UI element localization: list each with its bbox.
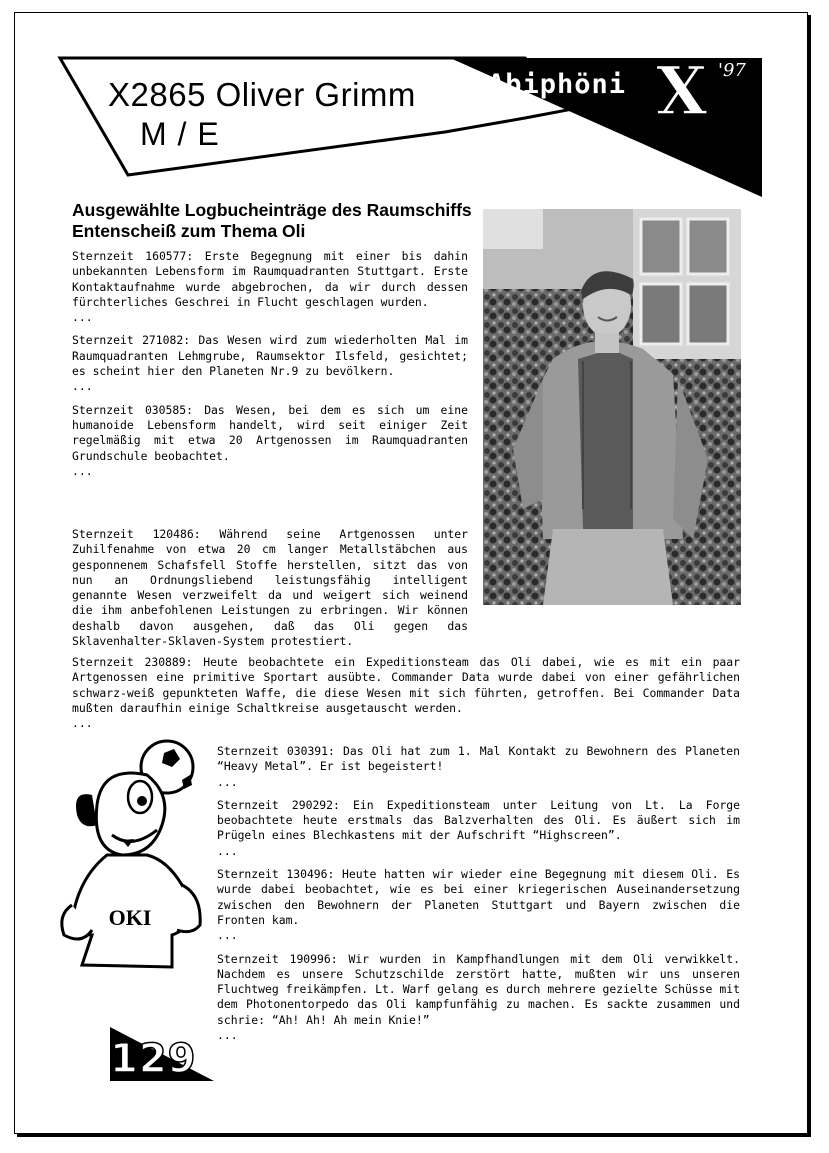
- log-entry: Sternzeit 030585: Das Wesen, bei dem es sich um eine humanoide Lebensform handelt, wird seit einiger Zeit regelmäßig mit etwa 20 Artgenossen im Raumquadranten Grundschule beobachtet.: [72, 402, 468, 463]
- log-entry: Sternzeit 230889: Heute beobachtete ein Expeditionsteam das Oli dabei, wie es mit ein paar Artgenossen eine primitive Sportart ausübte. Commander Data wurde dabei von einer gefährlichen schwarz-weiß gepunkteten Waffe, die diese Wesen mit sich führten, getroffen. Bei Commander Data mußten daraufhin einige Schaltkreise ausgetauscht werden.: [72, 655, 740, 715]
- log-entry: Sternzeit 120486: Während seine Artgenossen unter Zuhilfenahme von etwa 20 cm langer Metallstäbchen aus gesponnenem Schafsfell Stoffe herstellen, sitzt das von nun an Ordnungsliebend leistungsfähig intelligent genannte Wesen verzweifelt da und weigert sich weinend die ihm anbefohlenen Leistungen zu erbringen. Wir können deshalb davon ausgehen, daß das Oli gegen das Sklavenhalter-Sklaven-System protestiert.: [72, 527, 468, 649]
- log-entry: Sternzeit 160577: Erste Begegnung mit einer bis dahin unbekannten Lebensform im Raumquadranten Stuttgart. Erste Kontaktaufnahme wurde abgebrochen, da wir durch dessen fürchterliches Geschrei in Flucht geschlagen wurden.: [72, 249, 468, 309]
- page-number: 129: [110, 1036, 197, 1082]
- log-entries-top: [72, 249, 468, 479]
- log-entry: Sternzeit 030391: Das Oli hat zum 1. Mal Kontakt zu Bewohnern des Planeten “Heavy Metal”. Er ist begeistert!: [217, 744, 740, 774]
- log-entry: Sternzeit 290292: Ein Expeditionsteam unter Leitung von Lt. La Forge beobachtete heute erstmals das Balzverhalten des Oli. Es äußert sich im Prügeln eines Blechkastens mit der Aufschrift “Highscreen”.: [217, 797, 740, 843]
- ellipsis: ...: [217, 843, 238, 858]
- log-entry-230889: [72, 655, 740, 731]
- ellipsis: ...: [72, 310, 93, 325]
- ellipsis: ...: [217, 928, 238, 943]
- logo-x: X: [656, 52, 708, 130]
- log-entry-120486: [72, 527, 740, 649]
- subjects: M / E: [140, 116, 220, 152]
- mascot-drawing: [52, 735, 212, 975]
- ellipsis: ...: [217, 1028, 238, 1043]
- log-entry: Sternzeit 130496: Heute hatten wir wieder eine Begegnung mit diesem Oli. Es wurde dabei beobachtet, wie es bei einer kriegerischen Auseinandersetzung zwischen den Bewohnern der Planeten Stuttgart und Bayern zwischen die Fronten kam.: [217, 867, 740, 927]
- logo-wordmark: Abiphöni: [488, 69, 627, 100]
- article-headline: Ausgewählte Logbucheinträge des Raumschiffs Entenscheiß zum Thema Oli: [72, 200, 472, 241]
- student-name: X2865 Oliver Grimm: [108, 76, 416, 113]
- logo-year: '97: [718, 60, 746, 81]
- ellipsis: ...: [72, 379, 93, 394]
- ellipsis: ...: [72, 463, 93, 478]
- ellipsis: ...: [217, 774, 238, 789]
- log-entry: Sternzeit 190996: Wir wurden in Kampfhandlungen mit dem Oli verwikkelt. Nachdem es unsere Schutzschilde zerstört hatte, mußten wir uns unseren Fluchtweg freikämpfen. Lt. Warf gelang es durch mehrere gezielte Schüsse mit dem Photonentorpedo das Oli kampfunfähig zu machen. Es sackte zusammen und schrie: “Ah! Ah! Ah mein Knie!”: [217, 951, 740, 1027]
- log-entries-bottom: [217, 744, 740, 1043]
- mascot-shirt-text: OKI: [108, 905, 152, 930]
- log-entry: Sternzeit 271082: Das Wesen wird zum wiederholten Mal im Raumquadranten Lehmgrube, Raumsektor Ilsfeld, gesichtet; es scheint hier den Planeten Nr.9 zu bevölkern.: [72, 333, 468, 379]
- ellipsis: ...: [72, 716, 93, 731]
